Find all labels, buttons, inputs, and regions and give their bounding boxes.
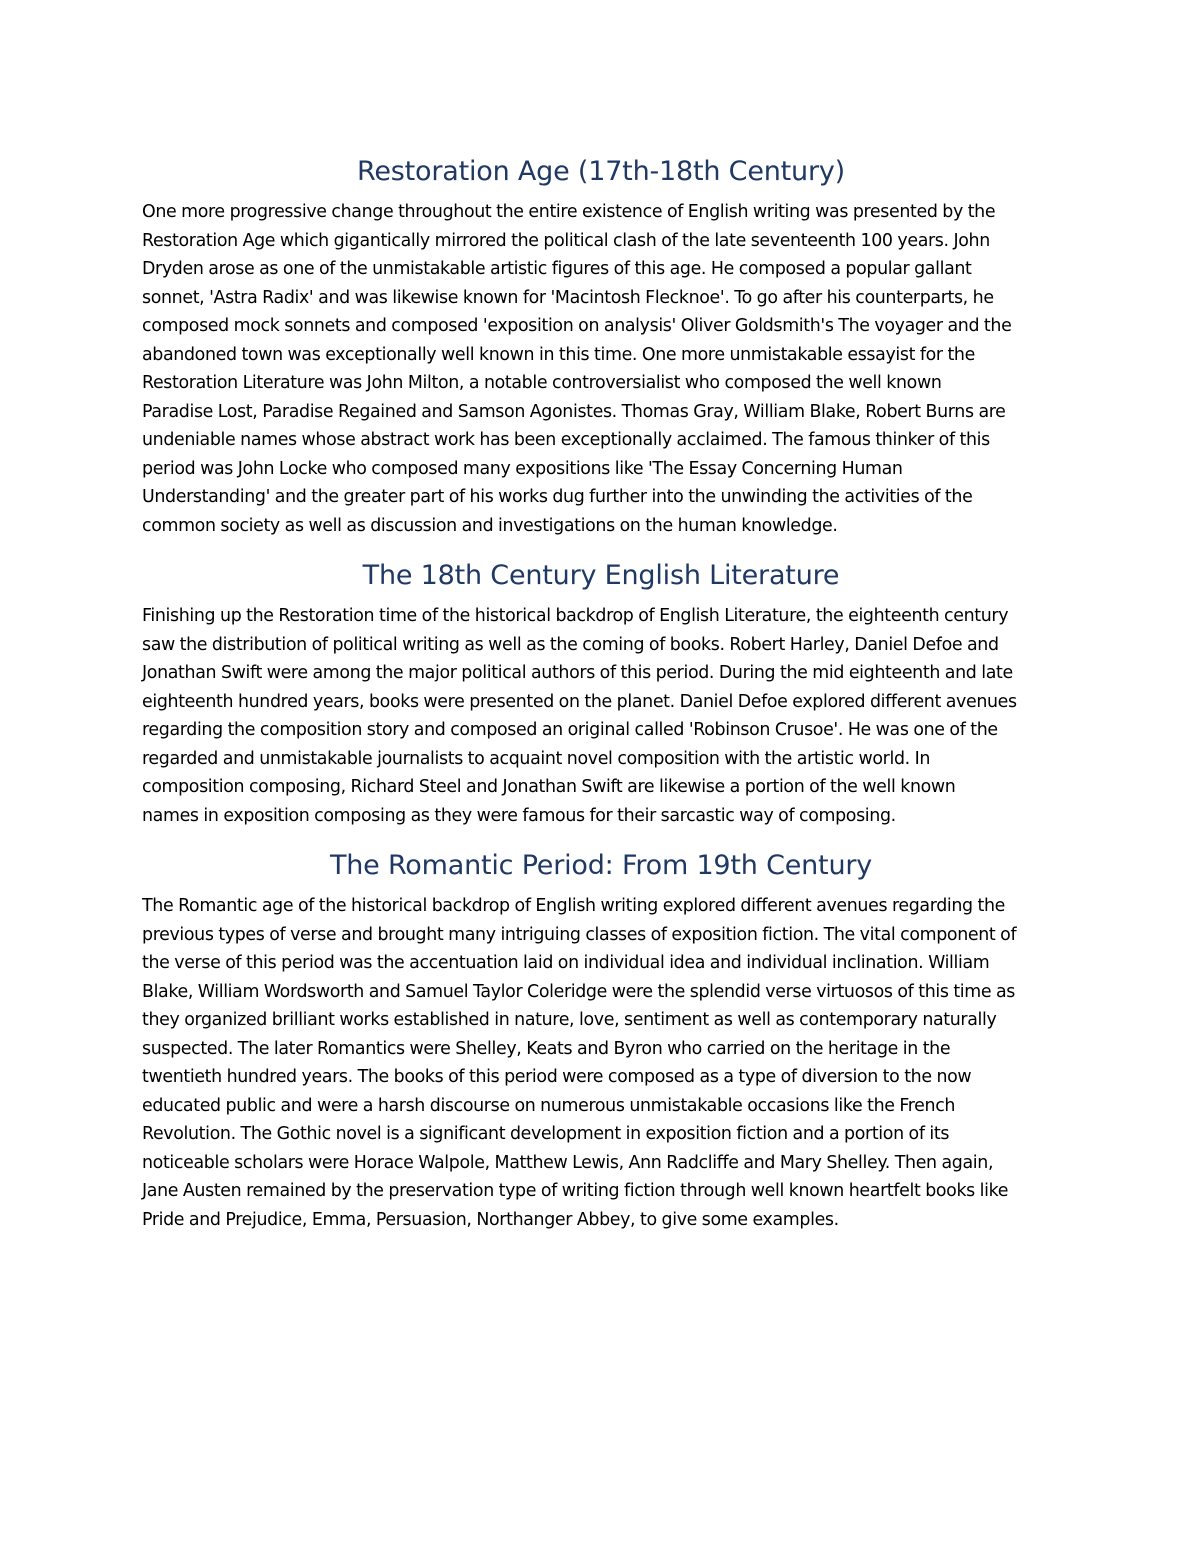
paragraph-line: saw the distribution of political writing as well as the coming of books. Robert Harley, Daniel Defoe and <box>142 634 999 655</box>
paragraph-line: common society as well as discussion and investigations on the human knowledge. <box>142 515 838 536</box>
paragraph-line: previous types of verse and brought many intriguing classes of exposition fiction. The vital component of <box>142 924 1017 945</box>
paragraph-line: undeniable names whose abstract work has been exceptionally acclaimed. The famous thinker of this <box>142 430 990 450</box>
paragraph-line: regarded and unmistakable journalists to acquaint novel composition with the artistic world. In <box>142 748 931 769</box>
paragraph-line: The Romantic age of the historical backdrop of English writing explored different avenues regarding the <box>142 896 1006 916</box>
paragraph-restoration <box>142 198 1060 540</box>
paragraph-line: the verse of this period was the accentuation laid on individual idea and individual inclination. William <box>142 953 990 973</box>
paragraph-line: composition composing, Richard Steel and Jonathan Swift are likewise a portion of the well known <box>142 777 956 797</box>
paragraph-line: Revolution. The Gothic novel is a significant development in exposition fiction and a portion of its <box>142 1124 950 1144</box>
paragraph-line: abandoned town was exceptionally well known in this time. One more unmistakable essayist for the <box>142 344 975 365</box>
paragraph-18th-century <box>142 602 1060 830</box>
paragraph-line: Understanding' and the greater part of his works dug further into the unwinding the activities of the <box>142 487 973 507</box>
section-heading-romantic-period: The Romantic Period: From 19th Century <box>329 850 873 881</box>
section-heading-18th-century: The 18th Century English Literature <box>362 560 840 591</box>
document-page <box>142 150 1060 1234</box>
paragraph-line: Finishing up the Restoration time of the historical backdrop of English Literature, the eighteenth century <box>142 606 1009 626</box>
paragraph-line: Jonathan Swift were among the major political authors of this period. During the mid eighteenth and late <box>142 663 1013 683</box>
section-heading-restoration: Restoration Age (17th-18th Century) <box>357 156 845 187</box>
paragraph-line: suspected. The later Romantics were Shelley, Keats and Byron who carried on the heritage in the <box>142 1038 951 1059</box>
paragraph-line: they organized brilliant works established in nature, love, sentiment as well as contemporary naturally <box>142 1010 997 1030</box>
paragraph-line: educated public and were a harsh discourse on numerous unmistakable occasions like the French <box>142 1095 956 1116</box>
paragraph-line: period was John Locke who composed many expositions like 'The Essay Concerning Human <box>142 458 903 479</box>
paragraph-line: noticeable scholars were Horace Walpole, Matthew Lewis, Ann Radcliffe and Mary Shelley. Then again, <box>142 1152 994 1173</box>
paragraph-line: Blake, William Wordsworth and Samuel Taylor Coleridge were the splendid verse virtuosos of this time as <box>142 981 1016 1002</box>
paragraph-line: regarding the composition story and composed an original called 'Robinson Crusoe'. He was one of the <box>142 720 998 740</box>
paragraph-line: Dryden arose as one of the unmistakable artistic figures of this age. He composed a popular gallant <box>142 259 972 279</box>
paragraph-line: composed mock sonnets and composed 'exposition on analysis' Oliver Goldsmith's The voyager and the <box>142 316 1012 336</box>
paragraph-line: sonnet, 'Astra Radix' and was likewise known for 'Macintosh Flecknoe'. To go after his counterparts, he <box>142 287 994 308</box>
paragraph-line: One more progressive change throughout the entire existence of English writing was presented by the <box>142 202 996 222</box>
paragraph-line: Jane Austen remained by the preservation type of writing fiction through well known heartfelt books like <box>142 1181 1009 1201</box>
paragraph-line: Paradise Lost, Paradise Regained and Samson Agonistes. Thomas Gray, William Blake, Robert Burns are <box>142 401 1006 422</box>
paragraph-line: eighteenth hundred years, books were presented on the planet. Daniel Defoe explored different avenues <box>142 691 1017 712</box>
paragraph-line: Pride and Prejudice, Emma, Persuasion, Northanger Abbey, to give some examples. <box>142 1209 839 1230</box>
paragraph-romantic-period <box>142 892 1060 1234</box>
paragraph-line: names in exposition composing as they were famous for their sarcastic way of composing. <box>142 805 896 826</box>
paragraph-line: Restoration Literature was John Milton, a notable controversialist who composed the well known <box>142 373 942 393</box>
paragraph-line: twentieth hundred years. The books of this period were composed as a type of diversion to the now <box>142 1067 972 1087</box>
paragraph-line: Restoration Age which gigantically mirrored the political clash of the late seventeenth 100 years. John <box>142 230 990 251</box>
